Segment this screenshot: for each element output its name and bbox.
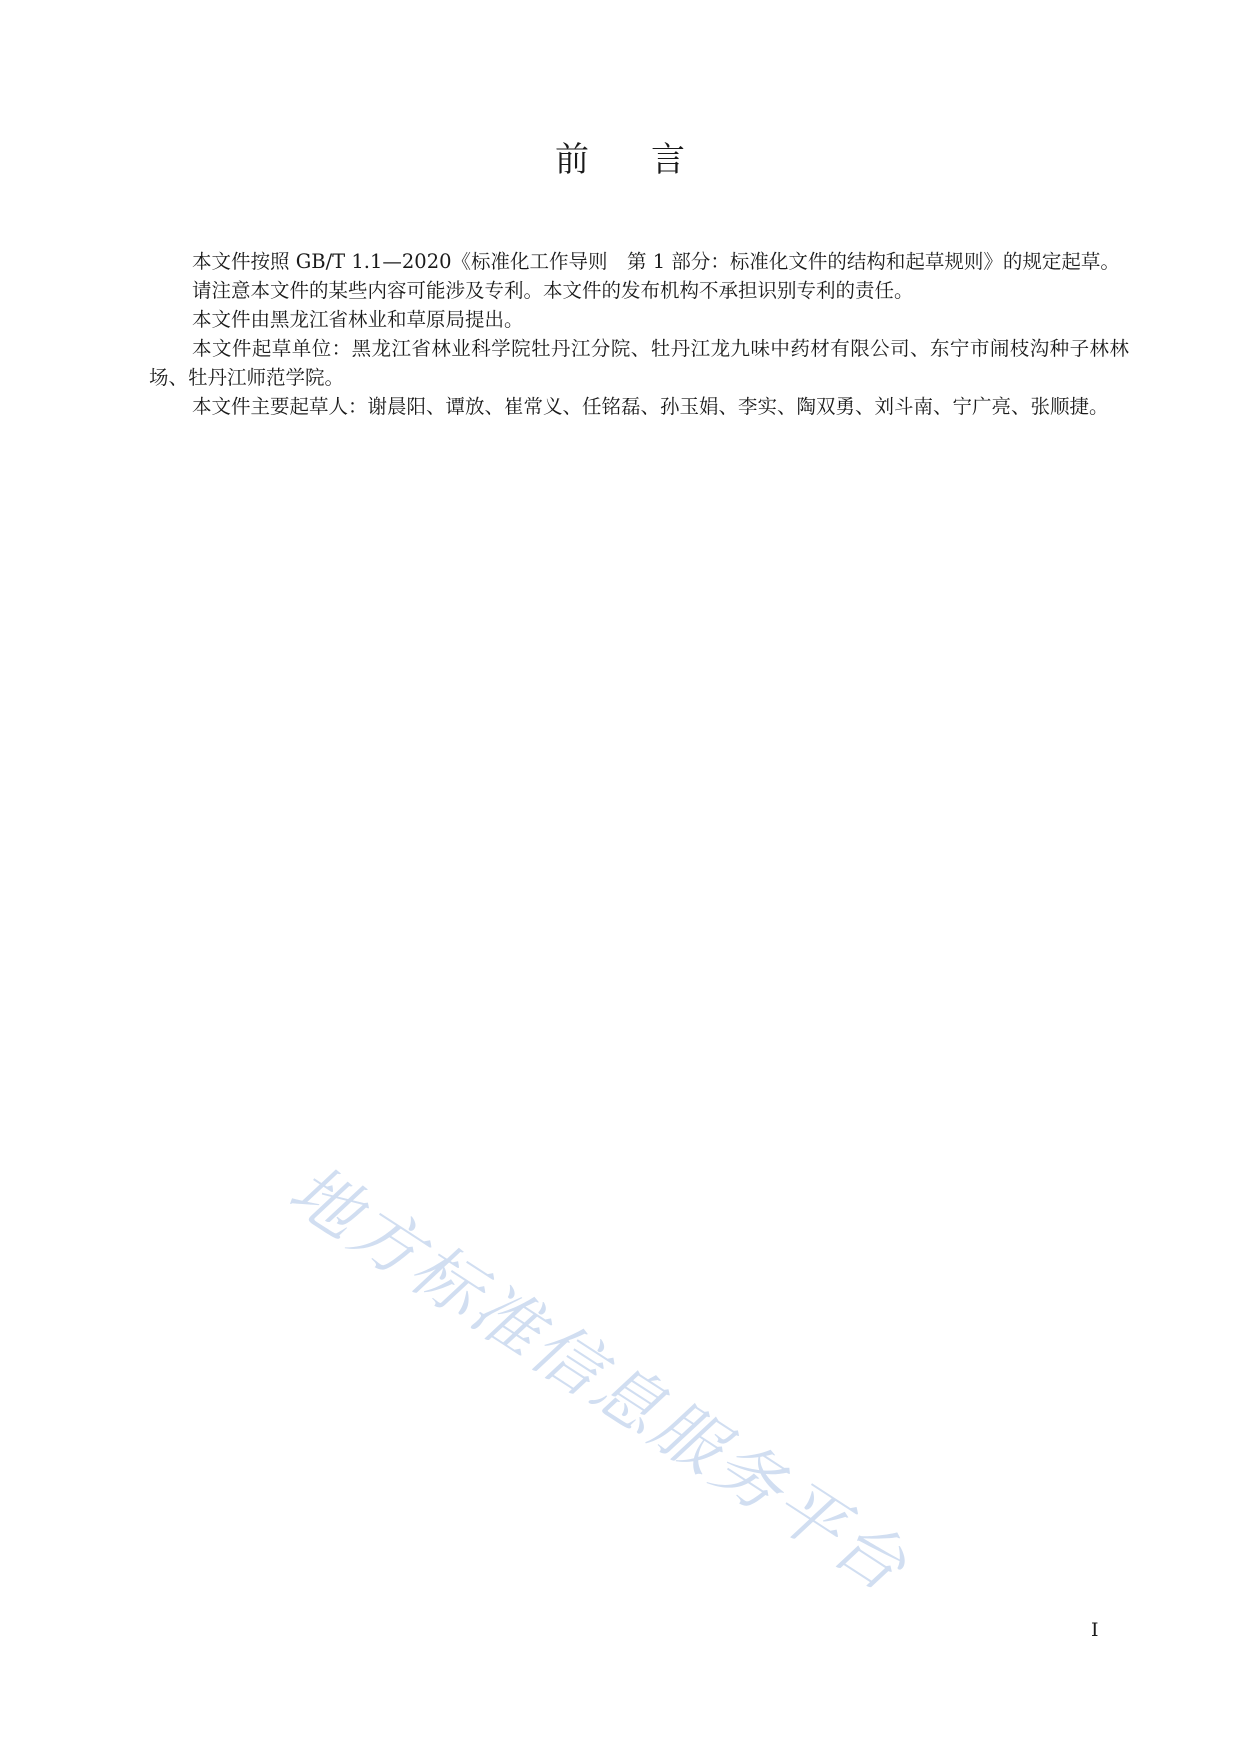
paragraph-drafters: 本文件主要起草人：谢晨阳、谭放、崔常义、任铭磊、孙玉娟、李实、陶双勇、刘斗南、宁广亮、张顺捷。 — [192, 395, 1109, 418]
paragraph-drafting-units: 本文件起草单位：黑龙江省林业科学院牡丹江分院、牡丹江龙九味中药材有限公司、东宁市闹枝沟种子林林场、牡丹江师范学院。 — [149, 337, 1129, 389]
watermark: 地方标准信息服务平台 — [275, 1150, 923, 1609]
paragraph-drafting-rules: 本文件按照 GB/T 1.1—2020《标准化工作导则 第 1 部分：标准化文件的结构和起草规则》的规定起草。 — [192, 250, 1120, 273]
page-number: I — [1091, 1619, 1099, 1641]
paragraph-patent-notice: 请注意本文件的某些内容可能涉及专利。本文件的发布机构不承担识别专利的责任。 — [192, 279, 914, 302]
foreword-body — [149, 247, 1129, 421]
page-title: 前言 — [555, 140, 747, 180]
paragraph-proposer: 本文件由黑龙江省林业和草原局提出。 — [192, 308, 524, 331]
